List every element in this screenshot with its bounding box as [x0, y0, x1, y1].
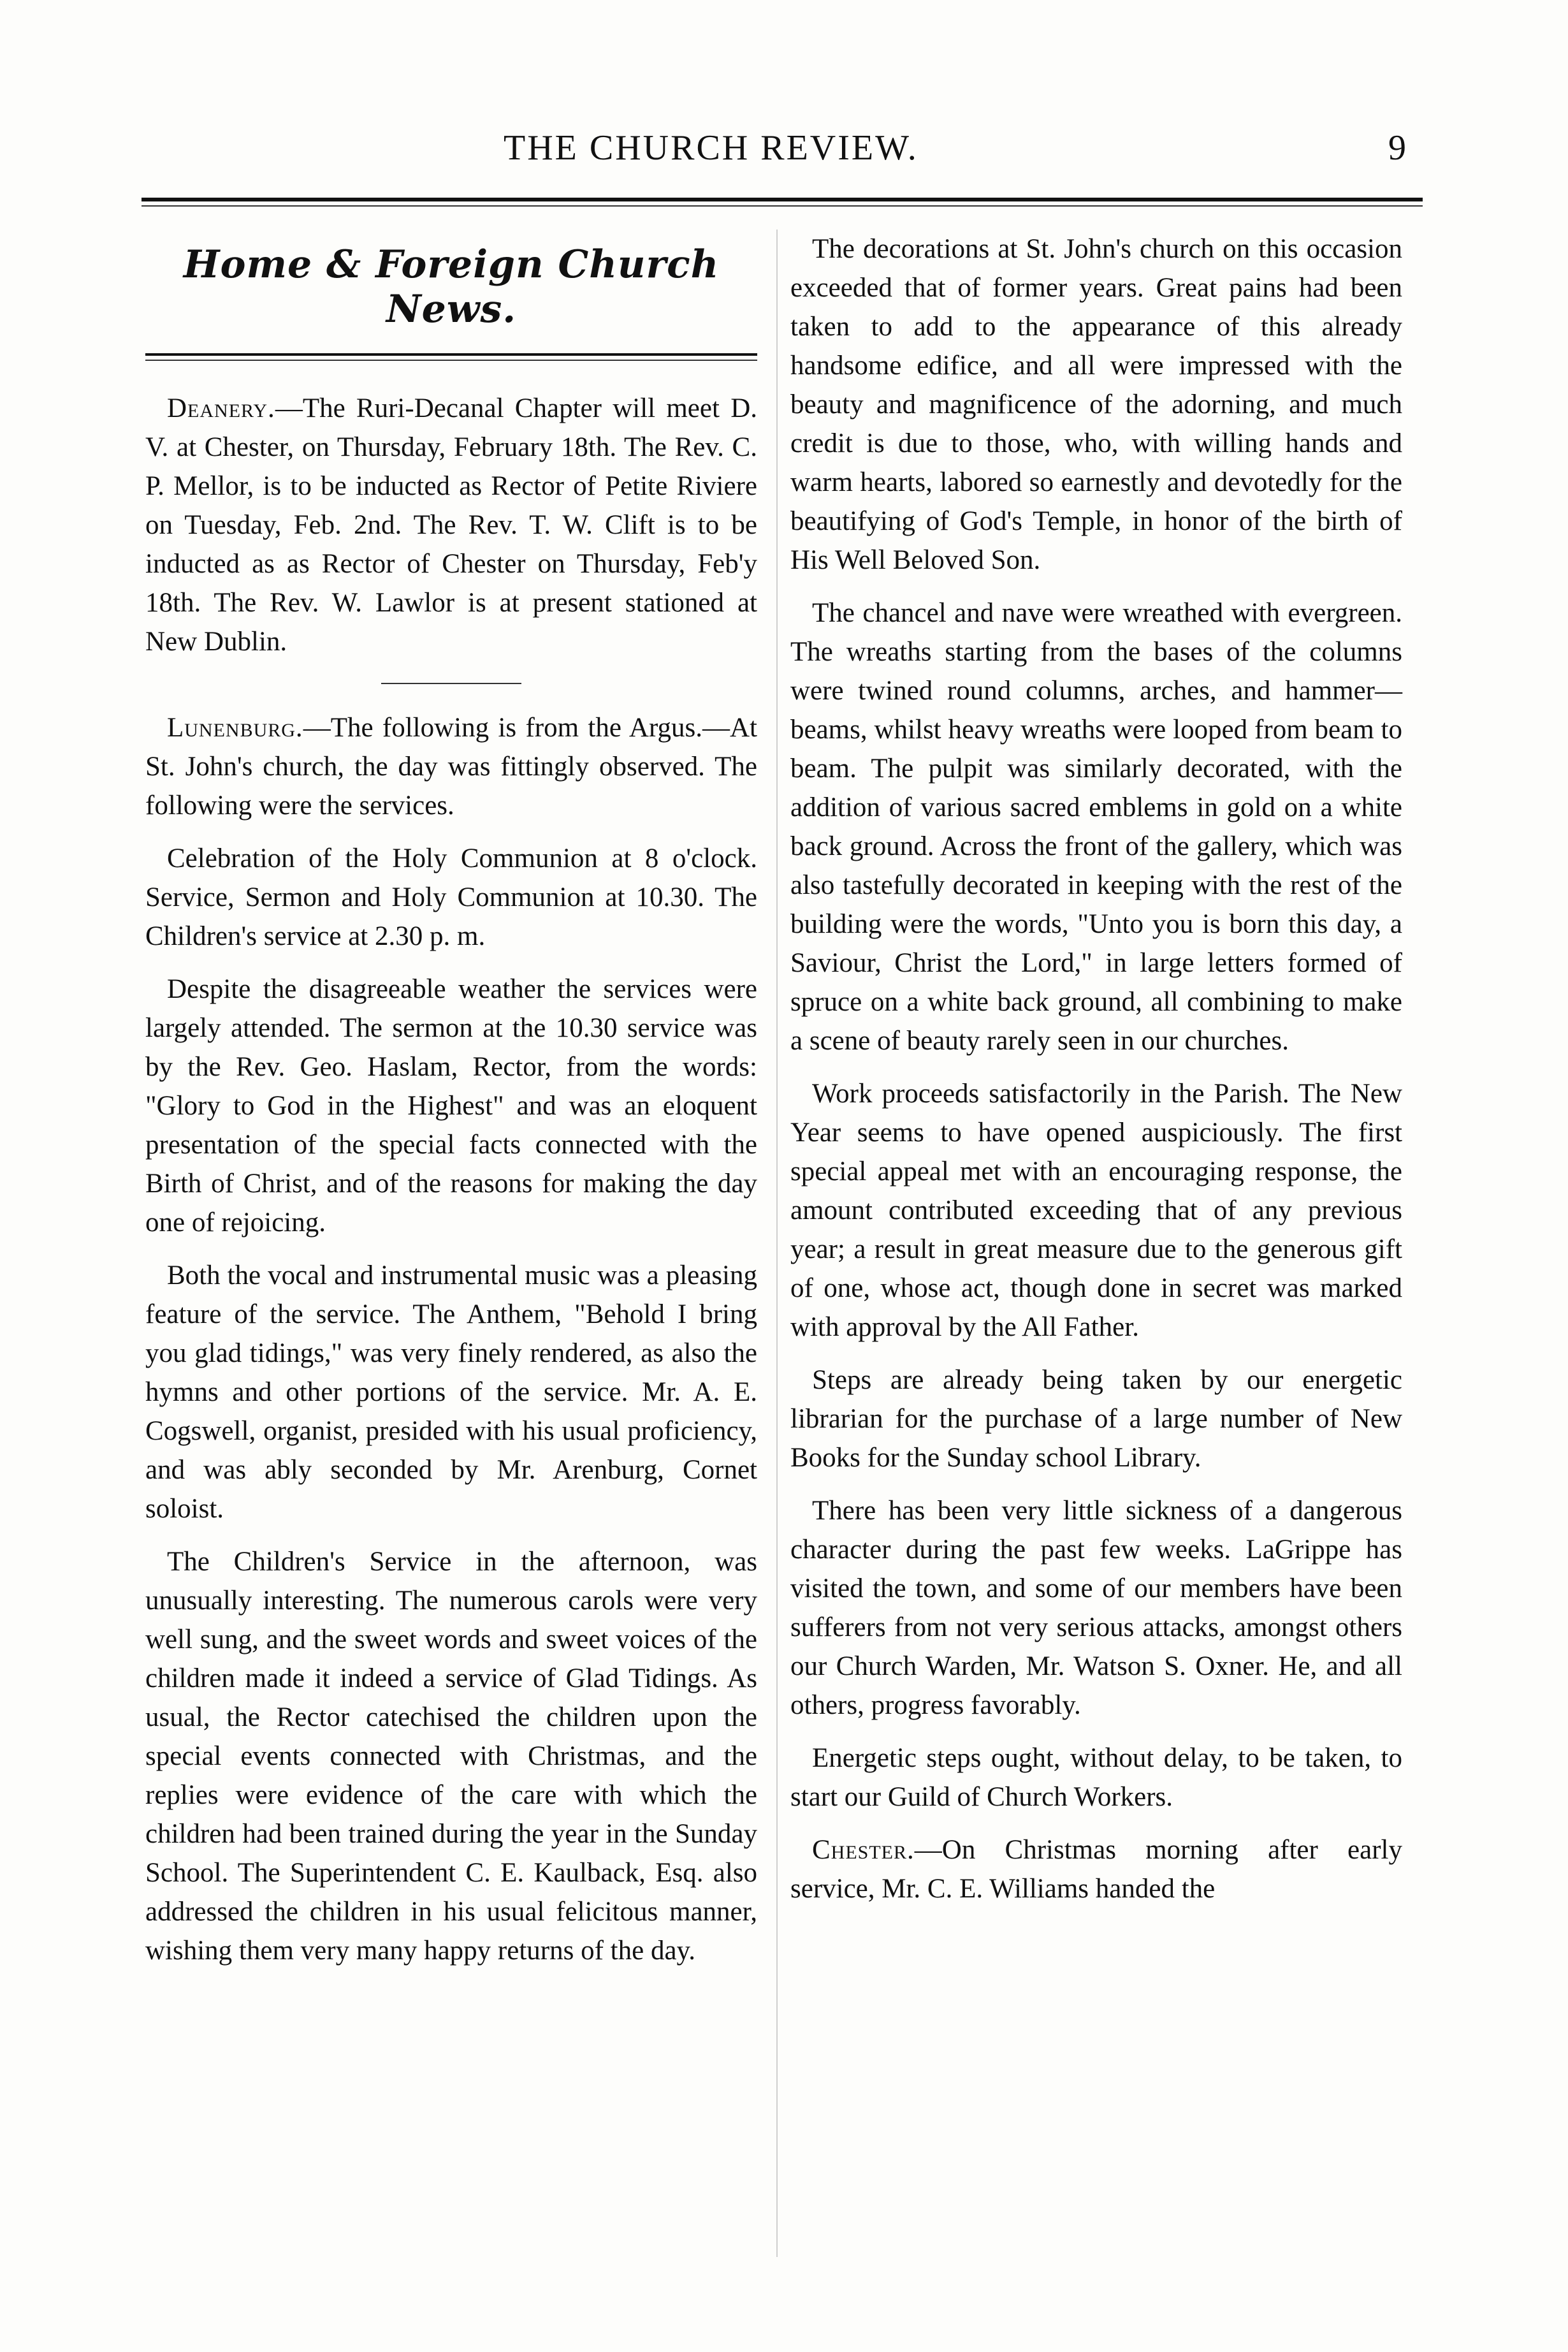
- header-rule-thin: [142, 205, 1423, 207]
- section-title: Home & Foreign Church News.: [183, 242, 720, 332]
- running-header: [0, 128, 1568, 185]
- deanery-paragraph: [145, 389, 757, 661]
- title-rule: [145, 353, 757, 356]
- decorations-paragraph: The decorations at St. John's church on this occasion exceeded that of former years. Great pains had been taken to add to the appearance of this already handsome edifice, and all were impressed with the beauty and magnificence of the adorning, and much credit is due to those, who, with willing hands and warm hearts, labored so earnestly and devotedly for the beautifying of God's Temple, in honor of the birth of His Well Beloved Son.: [790, 234, 1402, 575]
- lunenburg-lead: Lunenburg.: [167, 713, 303, 743]
- deanery-lead: Deanery.: [167, 393, 275, 423]
- sickness-paragraph: There has been very little sickness of a dangerous character during the past few weeks. LaGrippe has visited the town, and some of our members have been sufferers from not very serious attacks, amongst others our Church Warden, Mr. Watson S. Oxner. He, and all others, progress favorably.: [790, 1496, 1402, 1720]
- library-paragraph: Steps are already being taken by our energetic librarian for the purchase of a large number of New Books for the Sunday school Library.: [790, 1365, 1402, 1473]
- despite-paragraph: Despite the disagreeable weather the services were largely attended. The sermon at the 10.30 service was by the Rev. Geo. Haslam, Rector, from the words: "Glory to God in the Highest" and was an eloquent presentation of the special facts connected with the Birth of Christ, and of the reasons for making the day one of rejoicing.: [145, 974, 757, 1238]
- lunenburg-text: —The following is from the Argus.—At St. John's church, the day was fittingly observed. The following were the services.: [145, 713, 757, 821]
- work-paragraph: Work proceeds satisfactorily in the Parish. The New Year seems to have opened auspiciously. The first special appeal met with an encouraging response, the amount contributed exceeding that of any previous year; a result in great measure due to the generous gift of one, whose act, though done in secret was marked with approval by the All Father.: [790, 1079, 1402, 1342]
- chester-text: —On Christmas morning after early service, Mr. C. E. Williams handed the: [790, 1835, 1402, 1904]
- music-paragraph: Both the vocal and instrumental music was a pleasing feature of the service. The Anthem, "Behold I bring you glad tidings," was very finely rendered, as also the hymns and other portions of the service. Mr. A. E. Cogswell, organist, presided with his usual proficiency, and was ably seconded by Mr. Arenburg, Cornet soloist.: [145, 1260, 757, 1524]
- celebration-paragraph: Celebration of the Holy Communion at 8 o'clock. Service, Sermon and Holy Communion at 10.30. The Children's service at 2.30 p. m.: [145, 844, 757, 951]
- chester-paragraph: [790, 1830, 1402, 1908]
- title-rule-thin: [145, 360, 757, 361]
- chancel-paragraph: The chancel and nave were wreathed with evergreen. The wreaths starting from the bases of the columns were twined round columns, arches, and hammer—beams, whilst heavy wreaths were looped from beam to beam. The pulpit was similarly decorated, with the addition of various sacred emblems in gold on a white back ground. Across the front of the gallery, which was also tastefully decorated in keeping with the rest of the building were the words, "Unto you is born this day, a Saviour, Christ the Lord," in large letters formed of spruce on a white back ground, all combining to make a scene of beauty rarely seen in our churches.: [790, 598, 1402, 1056]
- column-divider: [776, 230, 778, 2257]
- section-divider: [381, 683, 521, 684]
- lunenburg-paragraph: [145, 708, 757, 825]
- deanery-text: —The Ruri-Decanal Chapter will meet D. V. at Chester, on Thursday, February 18th. The Rev. C. P. Mellor, is to be inducted as Rector of Petite Riviere on Tuesday, Feb. 2nd. The Rev. T. W. Clift is to be inducted as as Rector of Chester on Thursday, Feb'y 18th. The Rev. W. Lawlor is at present stationed at New Dublin.: [145, 393, 757, 657]
- left-column: [145, 230, 757, 1984]
- right-column: [790, 230, 1402, 1922]
- guild-paragraph: Energetic steps ought, without delay, to be taken, to start our Guild of Church Workers.: [790, 1743, 1402, 1812]
- running-title: THE CHURCH REVIEW.: [504, 128, 918, 168]
- chester-lead: Chester.: [812, 1835, 915, 1865]
- header-rule: [142, 198, 1423, 201]
- childrens-service-paragraph: The Children's Service in the afternoon, was unusually interesting. The numerous carols were very well sung, and the sweet words and sweet voices of the children made it indeed a service of Glad Tidings. As usual, the Rector catechised the children upon the special events connected with Christmas, and the replies were evidence of the care with which the children had been trained during the year in the Sunday School. The Superintendent C. E. Kaulback, Esq. also addressed the children in his usual felicitous manner, wishing them very many happy returns of the day.: [145, 1547, 757, 1966]
- page-number: 9: [1388, 128, 1406, 168]
